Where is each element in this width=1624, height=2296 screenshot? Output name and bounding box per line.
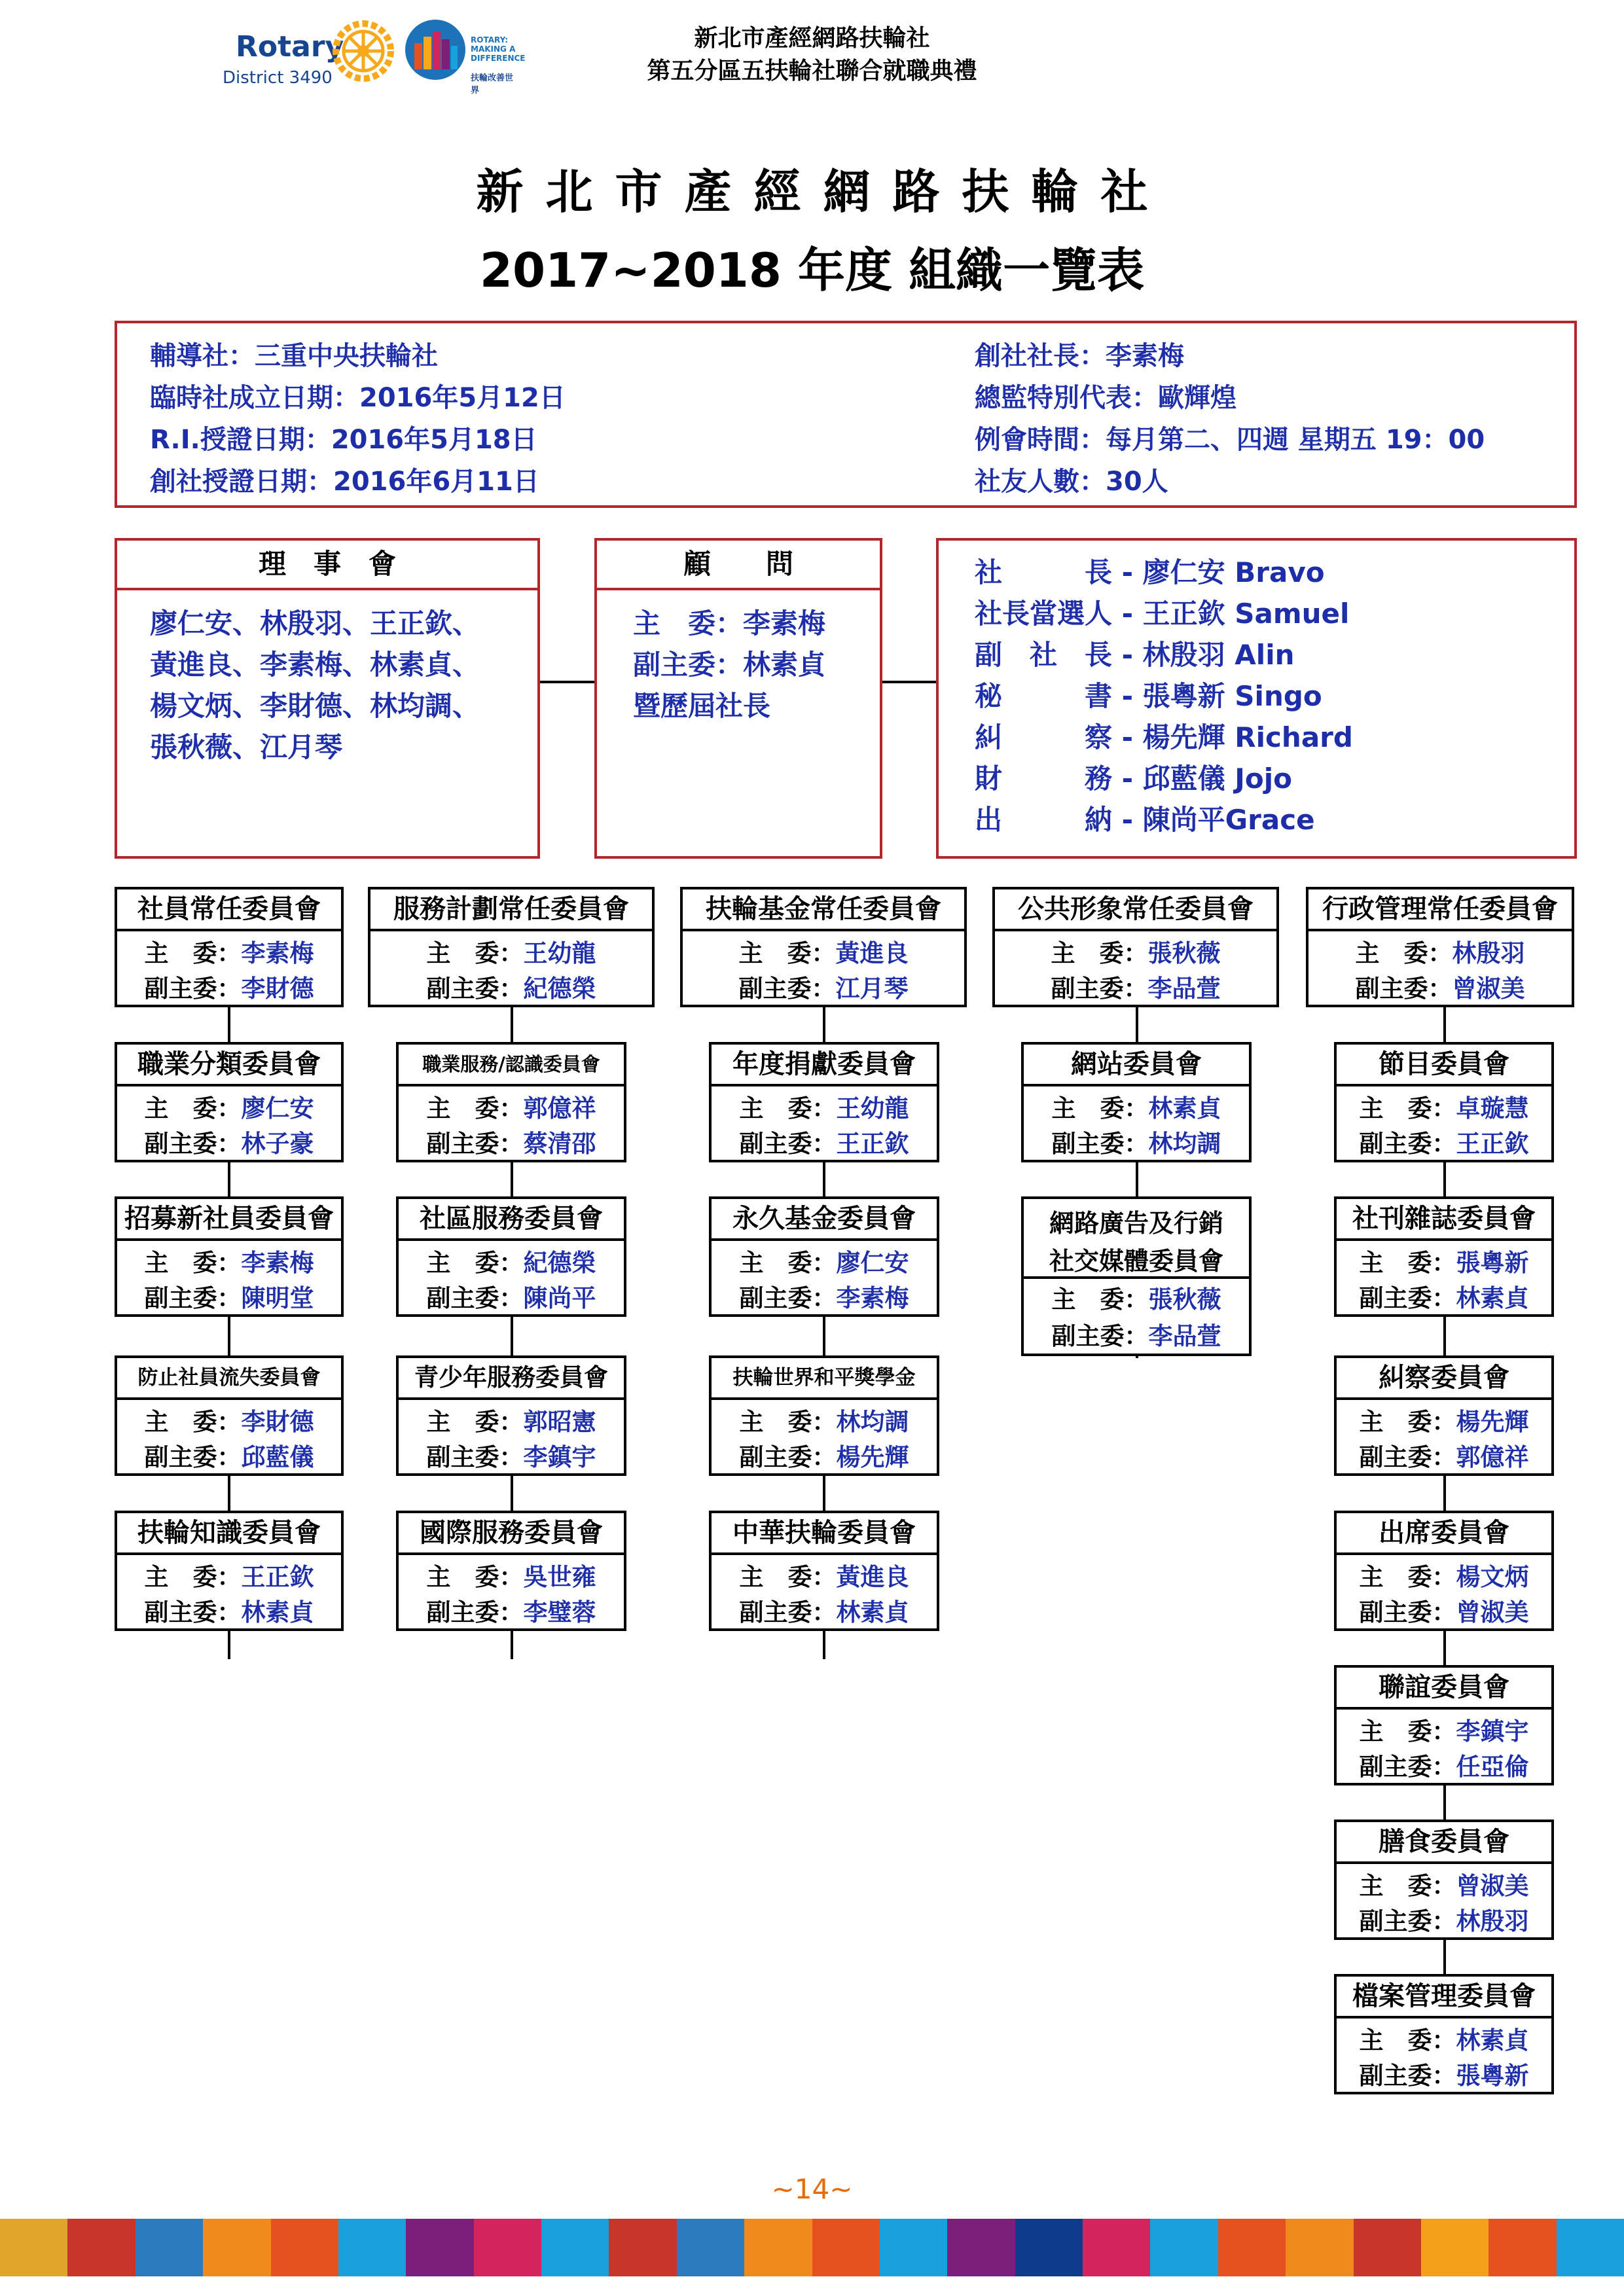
- committee-endowment-fund: [709, 1196, 939, 1317]
- vice-label: 副主委：: [1359, 2062, 1456, 2090]
- vice-label: 副主委：: [1359, 1130, 1456, 1158]
- officer-treasurer: 財 務 - 邱藍儀 Jojo: [975, 762, 1293, 795]
- color-bar-segment: [1083, 2219, 1150, 2276]
- vice-label: 副主委：: [739, 1130, 837, 1158]
- vice-label: 副主委：: [1359, 1907, 1456, 1935]
- color-bar-segment: [880, 2219, 947, 2276]
- vice-label: 副主委：: [1359, 1284, 1456, 1312]
- vice-name: 李璧蓉: [523, 1598, 596, 1626]
- committee-title: 節目委員會: [1337, 1045, 1551, 1086]
- chair-label: 主 委：: [1359, 1094, 1456, 1122]
- committee-fellowship: [1334, 1665, 1554, 1785]
- chair-label: 主 委：: [739, 1249, 837, 1277]
- color-bar-segment: [1421, 2219, 1489, 2276]
- chair-name: 吳世雍: [523, 1563, 596, 1591]
- officer-cashier: 出 納 - 陳尚平Grace: [975, 804, 1315, 836]
- officer-president: 社 長 - 廖仁安 Bravo: [975, 556, 1325, 588]
- chair-name: 曾淑美: [1456, 1872, 1529, 1900]
- vice-name: 張粵新: [1456, 2062, 1529, 2090]
- committee-retention: [115, 1355, 344, 1476]
- color-bar-segment: [203, 2219, 270, 2276]
- chair-name: 張秋薇: [1148, 1285, 1221, 1314]
- committee-administration: [1306, 887, 1574, 1007]
- committee-public-image: [992, 887, 1279, 1007]
- chair-name: 王幼龍: [836, 1094, 909, 1122]
- chair-name: 李素梅: [241, 1249, 314, 1277]
- connector-board-advisor: [540, 681, 596, 683]
- rotary-logo-word: Rotary: [236, 30, 344, 63]
- color-bar-segment: [406, 2219, 473, 2276]
- vice-label: 副主委：: [144, 1284, 242, 1312]
- vice-name: 郭億祥: [1456, 1443, 1529, 1471]
- color-bar-segment: [1150, 2219, 1218, 2276]
- committee-recruitment: [115, 1196, 344, 1317]
- info-right-1: 創社社長：李素梅: [975, 341, 1184, 371]
- connector-advisor-officers: [882, 681, 937, 683]
- chair-name: 卓璇慧: [1456, 1094, 1529, 1122]
- chair-label: 主 委：: [739, 1563, 837, 1591]
- chair-label: 主 委：: [144, 1408, 242, 1436]
- committee-title: 膳食委員會: [1337, 1822, 1551, 1864]
- info-right-3: 例會時間：每月第二、四週 星期五 19：00: [975, 425, 1485, 455]
- color-bar-segment: [474, 2219, 541, 2276]
- chair-label: 主 委：: [144, 1563, 242, 1591]
- vice-name: 江月琴: [835, 975, 909, 1003]
- vice-name: 林素貞: [1456, 1284, 1529, 1312]
- color-bar-segment: [135, 2219, 203, 2276]
- chair-label: 主 委：: [739, 1094, 837, 1122]
- board-line-1: 廖仁安、林殷羽、王正欽、: [150, 607, 480, 639]
- vice-name: 曾淑美: [1452, 975, 1525, 1003]
- vice-name: 曾淑美: [1456, 1598, 1529, 1626]
- board-line-3: 楊文炳、李財德、林均調、: [150, 690, 480, 722]
- vice-name: 林均調: [1148, 1130, 1221, 1158]
- committee-title: 扶輪知識委員會: [117, 1513, 341, 1555]
- committee-title: 扶輪基金常任委員會: [683, 889, 964, 931]
- committee-title: 職業服務/認識委員會: [399, 1045, 624, 1086]
- committee-international-service: [396, 1511, 626, 1631]
- chair-name: 李財德: [241, 1408, 314, 1436]
- board-box: [115, 538, 540, 859]
- vice-label: 副主委：: [426, 975, 524, 1003]
- chair-label: 主 委：: [1359, 1563, 1456, 1591]
- chair-label: 主 委：: [1359, 1872, 1456, 1900]
- vice-name: 邱藍儀: [241, 1443, 314, 1471]
- color-bar-segment: [1286, 2219, 1353, 2276]
- chair-name: 廖仁安: [241, 1094, 314, 1122]
- committee-title: 青少年服務委員會: [399, 1358, 624, 1400]
- committee-title: 糾察委員會: [1337, 1358, 1551, 1400]
- chair-name: 楊先輝: [1456, 1408, 1529, 1436]
- color-bar-segment: [1557, 2219, 1624, 2276]
- vice-name: 林素貞: [836, 1598, 909, 1626]
- theme-text-cn: 扶輪改善世界: [471, 73, 514, 96]
- committee-youth-service: [396, 1355, 626, 1476]
- advisor-box: [594, 538, 882, 859]
- committee-title: 招募新社員委員會: [117, 1199, 341, 1241]
- color-bar-segment: [1015, 2219, 1083, 2276]
- info-right-2: 總監特別代表：歐輝煌: [975, 383, 1236, 413]
- page-number: ~14~: [771, 2173, 853, 2205]
- vice-label: 副主委：: [426, 1284, 524, 1312]
- vice-label: 副主委：: [1051, 975, 1148, 1003]
- committee-annual-giving: [709, 1042, 939, 1162]
- advisor-title: 顧 問: [597, 541, 880, 590]
- info-box: [115, 321, 1577, 508]
- vice-label: 副主委：: [1051, 1130, 1149, 1158]
- color-bar-segment: [744, 2219, 812, 2276]
- committee-title: 社區服務委員會: [399, 1199, 624, 1241]
- committee-title-line-1: 網路廣告及行銷: [1049, 1209, 1223, 1238]
- vice-name: 李品萱: [1147, 975, 1221, 1003]
- vice-name: 李財德: [241, 975, 314, 1003]
- committee-program: [1334, 1042, 1554, 1162]
- chair-label: 主 委：: [426, 939, 524, 967]
- officer-secretary: 秘 書 - 張粵新 Singo: [975, 680, 1322, 712]
- committee-peace-scholarship: [709, 1355, 939, 1476]
- committee-membership: [115, 887, 344, 1007]
- committee-service-projects: [368, 887, 655, 1007]
- chair-label: 主 委：: [144, 1094, 242, 1122]
- vice-name: 王正欽: [836, 1130, 909, 1158]
- committee-classification: [115, 1042, 344, 1162]
- officer-vice-president: 副 社 長 - 林殷羽 Alin: [975, 639, 1295, 671]
- committee-title: 社員常任委員會: [117, 889, 341, 931]
- committee-vocational-service: [396, 1042, 626, 1162]
- committee-title: 防止社員流失委員會: [117, 1358, 341, 1400]
- advisor-line-2: 副主委：林素貞: [633, 649, 826, 681]
- vice-name: 李鎮宇: [523, 1443, 596, 1471]
- chair-name: 林均調: [836, 1408, 909, 1436]
- committee-chinese-rotary: [709, 1511, 939, 1631]
- color-bar-segment: [271, 2219, 338, 2276]
- board-line-4: 張秋薇、江月琴: [150, 731, 343, 763]
- color-bar-segment: [0, 2219, 67, 2276]
- committee-community-service: [396, 1196, 626, 1317]
- color-bar-segment: [1354, 2219, 1421, 2276]
- color-bar-segment: [67, 2219, 135, 2276]
- chair-name: 郭昭憲: [523, 1408, 596, 1436]
- theme-text-1: ROTARY:: [471, 35, 509, 45]
- chair-name: 張秋薇: [1147, 939, 1221, 967]
- chair-label: 主 委：: [738, 939, 836, 967]
- committee-rotary-foundation: [680, 887, 967, 1007]
- committee-title: 公共形象常任委員會: [995, 889, 1276, 931]
- committee-title: 服務計劃常任委員會: [370, 889, 652, 931]
- vice-label: 副主委：: [1051, 1322, 1149, 1350]
- vice-label: 副主委：: [426, 1598, 524, 1626]
- committee-rotary-knowledge: [115, 1511, 344, 1631]
- vice-name: 林殷羽: [1456, 1907, 1529, 1935]
- vice-label: 副主委：: [144, 1130, 242, 1158]
- committee-title: 檔案管理委員會: [1337, 1977, 1551, 2018]
- vice-name: 王正欽: [1456, 1130, 1529, 1158]
- vice-name: 李品萱: [1148, 1322, 1221, 1350]
- chair-label: 主 委：: [1355, 939, 1453, 967]
- chair-label: 主 委：: [739, 1408, 837, 1436]
- committee-magazine: [1334, 1196, 1554, 1317]
- vice-name: 蔡清邵: [523, 1130, 596, 1158]
- officer-sergeant: 糾 察 - 楊先輝 Richard: [975, 721, 1353, 753]
- committee-title: 出席委員會: [1337, 1513, 1551, 1555]
- chair-name: 黃進良: [835, 939, 909, 967]
- board-line-2: 黃進良、李素梅、林素貞、: [150, 649, 480, 681]
- committee-title-line-2: 社交媒體委員會: [1049, 1247, 1223, 1276]
- chair-name: 郭億祥: [523, 1094, 596, 1122]
- page-title: 新北市產經網路扶輪社: [476, 164, 1170, 219]
- vice-name: 陳明堂: [241, 1284, 314, 1312]
- chair-label: 主 委：: [1051, 1094, 1149, 1122]
- vice-label: 副主委：: [739, 1598, 837, 1626]
- officers-box: [936, 538, 1577, 859]
- vice-name: 任亞倫: [1456, 1753, 1529, 1781]
- vice-label: 副主委：: [144, 1443, 242, 1471]
- committee-title: 中華扶輪委員會: [712, 1513, 937, 1555]
- chair-label: 主 委：: [144, 939, 242, 967]
- chair-name: 張粵新: [1456, 1249, 1529, 1277]
- advisor-line-1: 主 委：李素梅: [633, 607, 826, 639]
- info-left-3: R.I.授證日期：2016年5月18日: [150, 425, 537, 455]
- color-bar-segment: [1218, 2219, 1286, 2276]
- info-right-4: 社友人數：30人: [975, 467, 1168, 497]
- committee-title: 行政管理常任委員會: [1308, 889, 1572, 931]
- info-left-1: 輔導社：三重中央扶輪社: [150, 341, 438, 371]
- chair-label: 主 委：: [426, 1408, 524, 1436]
- chair-name: 紀德榮: [523, 1249, 596, 1277]
- officer-president-elect: 社長當選人 - 王正欽 Samuel: [975, 598, 1350, 630]
- vice-label: 副主委：: [739, 1443, 837, 1471]
- vice-name: 李素梅: [836, 1284, 909, 1312]
- chair-label: 主 委：: [426, 1249, 524, 1277]
- color-bar-segment: [677, 2219, 744, 2276]
- info-left-4: 創社授證日期：2016年6月11日: [150, 467, 539, 497]
- committee-title: 年度捐獻委員會: [712, 1045, 937, 1086]
- committee-archives: [1334, 1974, 1554, 2094]
- chair-name: 王幼龍: [523, 939, 596, 967]
- vice-label: 副主委：: [144, 975, 242, 1003]
- page-subtitle: 2017~2018 年度 組織一覽表: [479, 243, 1145, 298]
- committee-title: 聯誼委員會: [1337, 1668, 1551, 1710]
- committee-sergeant: [1334, 1355, 1554, 1476]
- vice-label: 副主委：: [1355, 975, 1453, 1003]
- color-bar-segment: [609, 2219, 676, 2276]
- chair-name: 楊文炳: [1456, 1563, 1529, 1591]
- chair-label: 主 委：: [1051, 939, 1148, 967]
- committee-title: 扶輪世界和平獎學金: [712, 1358, 937, 1400]
- color-bar-segment: [541, 2219, 609, 2276]
- chair-name: 王正欽: [241, 1563, 314, 1591]
- committee-title: 網站委員會: [1024, 1045, 1249, 1086]
- vice-name: 紀德榮: [523, 975, 596, 1003]
- chair-name: 林素貞: [1148, 1094, 1221, 1122]
- chair-label: 主 委：: [1359, 1249, 1456, 1277]
- district-label: District 3490: [223, 68, 333, 88]
- header-line-1: 新北市產經網路扶輪社: [694, 25, 930, 52]
- chair-name: 李素梅: [241, 939, 314, 967]
- vice-label: 副主委：: [144, 1598, 242, 1626]
- committee-title: 職業分類委員會: [117, 1045, 341, 1086]
- color-bar-segment: [1489, 2219, 1556, 2276]
- vice-label: 副主委：: [1359, 1753, 1456, 1781]
- vice-label: 副主委：: [738, 975, 836, 1003]
- advisor-line-3: 暨歷屆社長: [633, 690, 771, 722]
- vice-label: 副主委：: [1359, 1443, 1456, 1471]
- chair-name: 廖仁安: [836, 1249, 909, 1277]
- color-bar-segment: [812, 2219, 880, 2276]
- board-title: 理 事 會: [117, 541, 537, 590]
- vice-label: 副主委：: [739, 1284, 837, 1312]
- chair-label: 主 委：: [1359, 1717, 1456, 1746]
- chair-name: 林殷羽: [1452, 939, 1525, 967]
- color-bar-segment: [947, 2219, 1015, 2276]
- chair-name: 林素貞: [1456, 2026, 1529, 2054]
- committee-catering: [1334, 1820, 1554, 1940]
- chair-label: 主 委：: [144, 1249, 242, 1277]
- color-bar-segment: [338, 2219, 406, 2276]
- vice-label: 副主委：: [1359, 1598, 1456, 1626]
- chair-name: 李鎮宇: [1456, 1717, 1529, 1746]
- vice-name: 林素貞: [241, 1598, 314, 1626]
- vice-name: 林子豪: [241, 1130, 314, 1158]
- theme-text-2: MAKING A: [471, 45, 516, 54]
- chair-label: 主 委：: [1359, 1408, 1456, 1436]
- chair-label: 主 委：: [1051, 1285, 1149, 1314]
- theme-text-3: DIFFERENCE: [471, 54, 526, 63]
- header-line-2: 第五分區五扶輪社聯合就職典禮: [647, 58, 977, 84]
- committee-title: 永久基金委員會: [712, 1199, 937, 1241]
- committee-title: 社刊雜誌委員會: [1337, 1199, 1551, 1241]
- chair-label: 主 委：: [1359, 2026, 1456, 2054]
- chair-label: 主 委：: [426, 1094, 524, 1122]
- info-left-2: 臨時社成立日期：2016年5月12日: [150, 383, 566, 413]
- vice-label: 副主委：: [426, 1130, 524, 1158]
- committee-online-marketing: [1021, 1196, 1252, 1356]
- vice-name: 楊先輝: [836, 1443, 909, 1471]
- footer-color-bar: [0, 2219, 1624, 2276]
- vice-label: 副主委：: [426, 1443, 524, 1471]
- committee-website: [1021, 1042, 1252, 1162]
- vice-name: 陳尚平: [523, 1284, 596, 1312]
- chair-label: 主 委：: [426, 1563, 524, 1591]
- committee-attendance: [1334, 1511, 1554, 1631]
- title-divider: [1024, 1276, 1249, 1279]
- chair-name: 黃進良: [836, 1563, 909, 1591]
- committee-title: 國際服務委員會: [399, 1513, 624, 1555]
